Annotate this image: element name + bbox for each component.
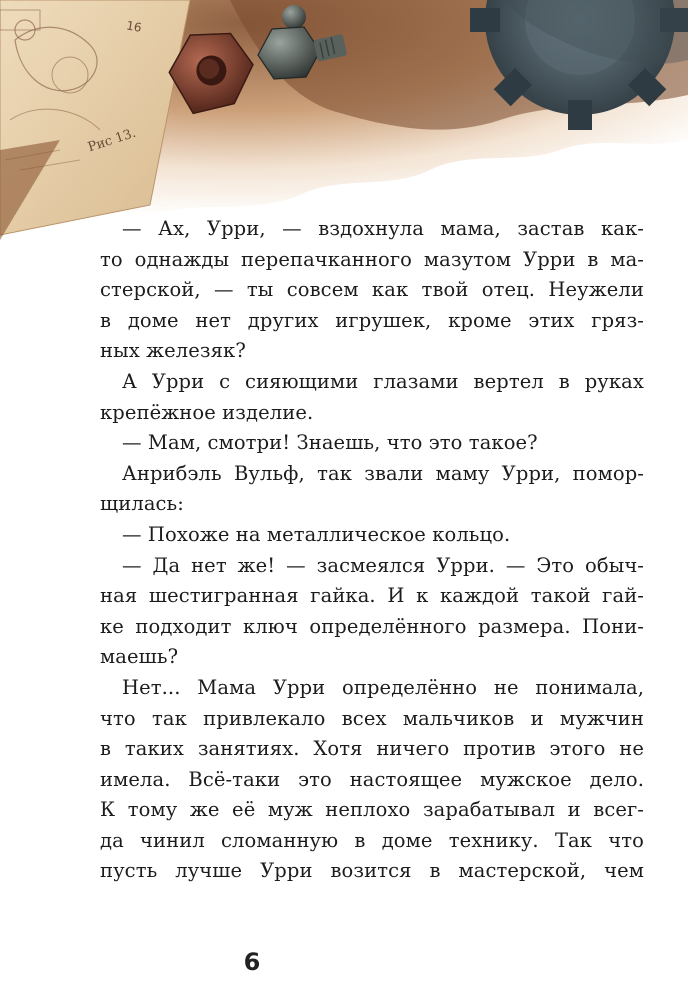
text-line: ке подходит ключ определённого размера. Пони- bbox=[100, 614, 644, 638]
text-line: пусть лучше Урри возится в мастерской, чем bbox=[100, 859, 644, 883]
text-line: — Да нет же! — засмеялся Урри. — Это обыч- bbox=[122, 553, 644, 577]
text-line: — Мам, смотри! Знаешь, что это такое? bbox=[122, 431, 538, 455]
blueprint-caption: Рис 13. bbox=[86, 125, 138, 156]
text-line: крепёжное изделие. bbox=[100, 400, 314, 424]
body-text bbox=[100, 214, 644, 887]
text-line: А Урри с сияющими глазами вертел в руках bbox=[122, 369, 644, 393]
text-line: в доме нет других игрушек, кроме этих гряз- bbox=[100, 308, 644, 332]
text-line: щилась: bbox=[100, 492, 184, 516]
text-line: в таких занятиях. Хотя ничего против этого не bbox=[100, 737, 644, 761]
text-line: — Похоже на металлическое кольцо. bbox=[122, 522, 511, 546]
text-line: Анрибэль Вульф, так звали маму Урри, помор- bbox=[122, 461, 644, 485]
page-number: 6 bbox=[243, 948, 261, 976]
blueprint-number: 16 bbox=[125, 18, 143, 35]
text-line: да чинил сломанную в доме технику. Так что bbox=[100, 828, 644, 852]
text-line: К тому же её муж неплохо зарабатывал и всег- bbox=[100, 798, 644, 822]
text-line: имела. Всё-таки это настоящее мужское дело. bbox=[100, 767, 644, 791]
text-line: то однажды перепачканного мазутом Урри в ма- bbox=[100, 247, 644, 271]
text-line: Нет... Мама Урри определённо не понимала, bbox=[122, 675, 644, 699]
text-line: — Ах, Урри, — вздохнула мама, застав как- bbox=[122, 217, 644, 240]
text-line: маешь? bbox=[100, 645, 179, 669]
text-line: ная шестигранная гайка. И к каждой такой гай- bbox=[100, 584, 644, 608]
text-line: ных железяк? bbox=[100, 339, 246, 363]
text-line: стерской, — ты совсем как твой отец. Неужели bbox=[100, 278, 644, 302]
text-line: что так привлекало всех мальчиков и мужчин bbox=[100, 706, 644, 730]
